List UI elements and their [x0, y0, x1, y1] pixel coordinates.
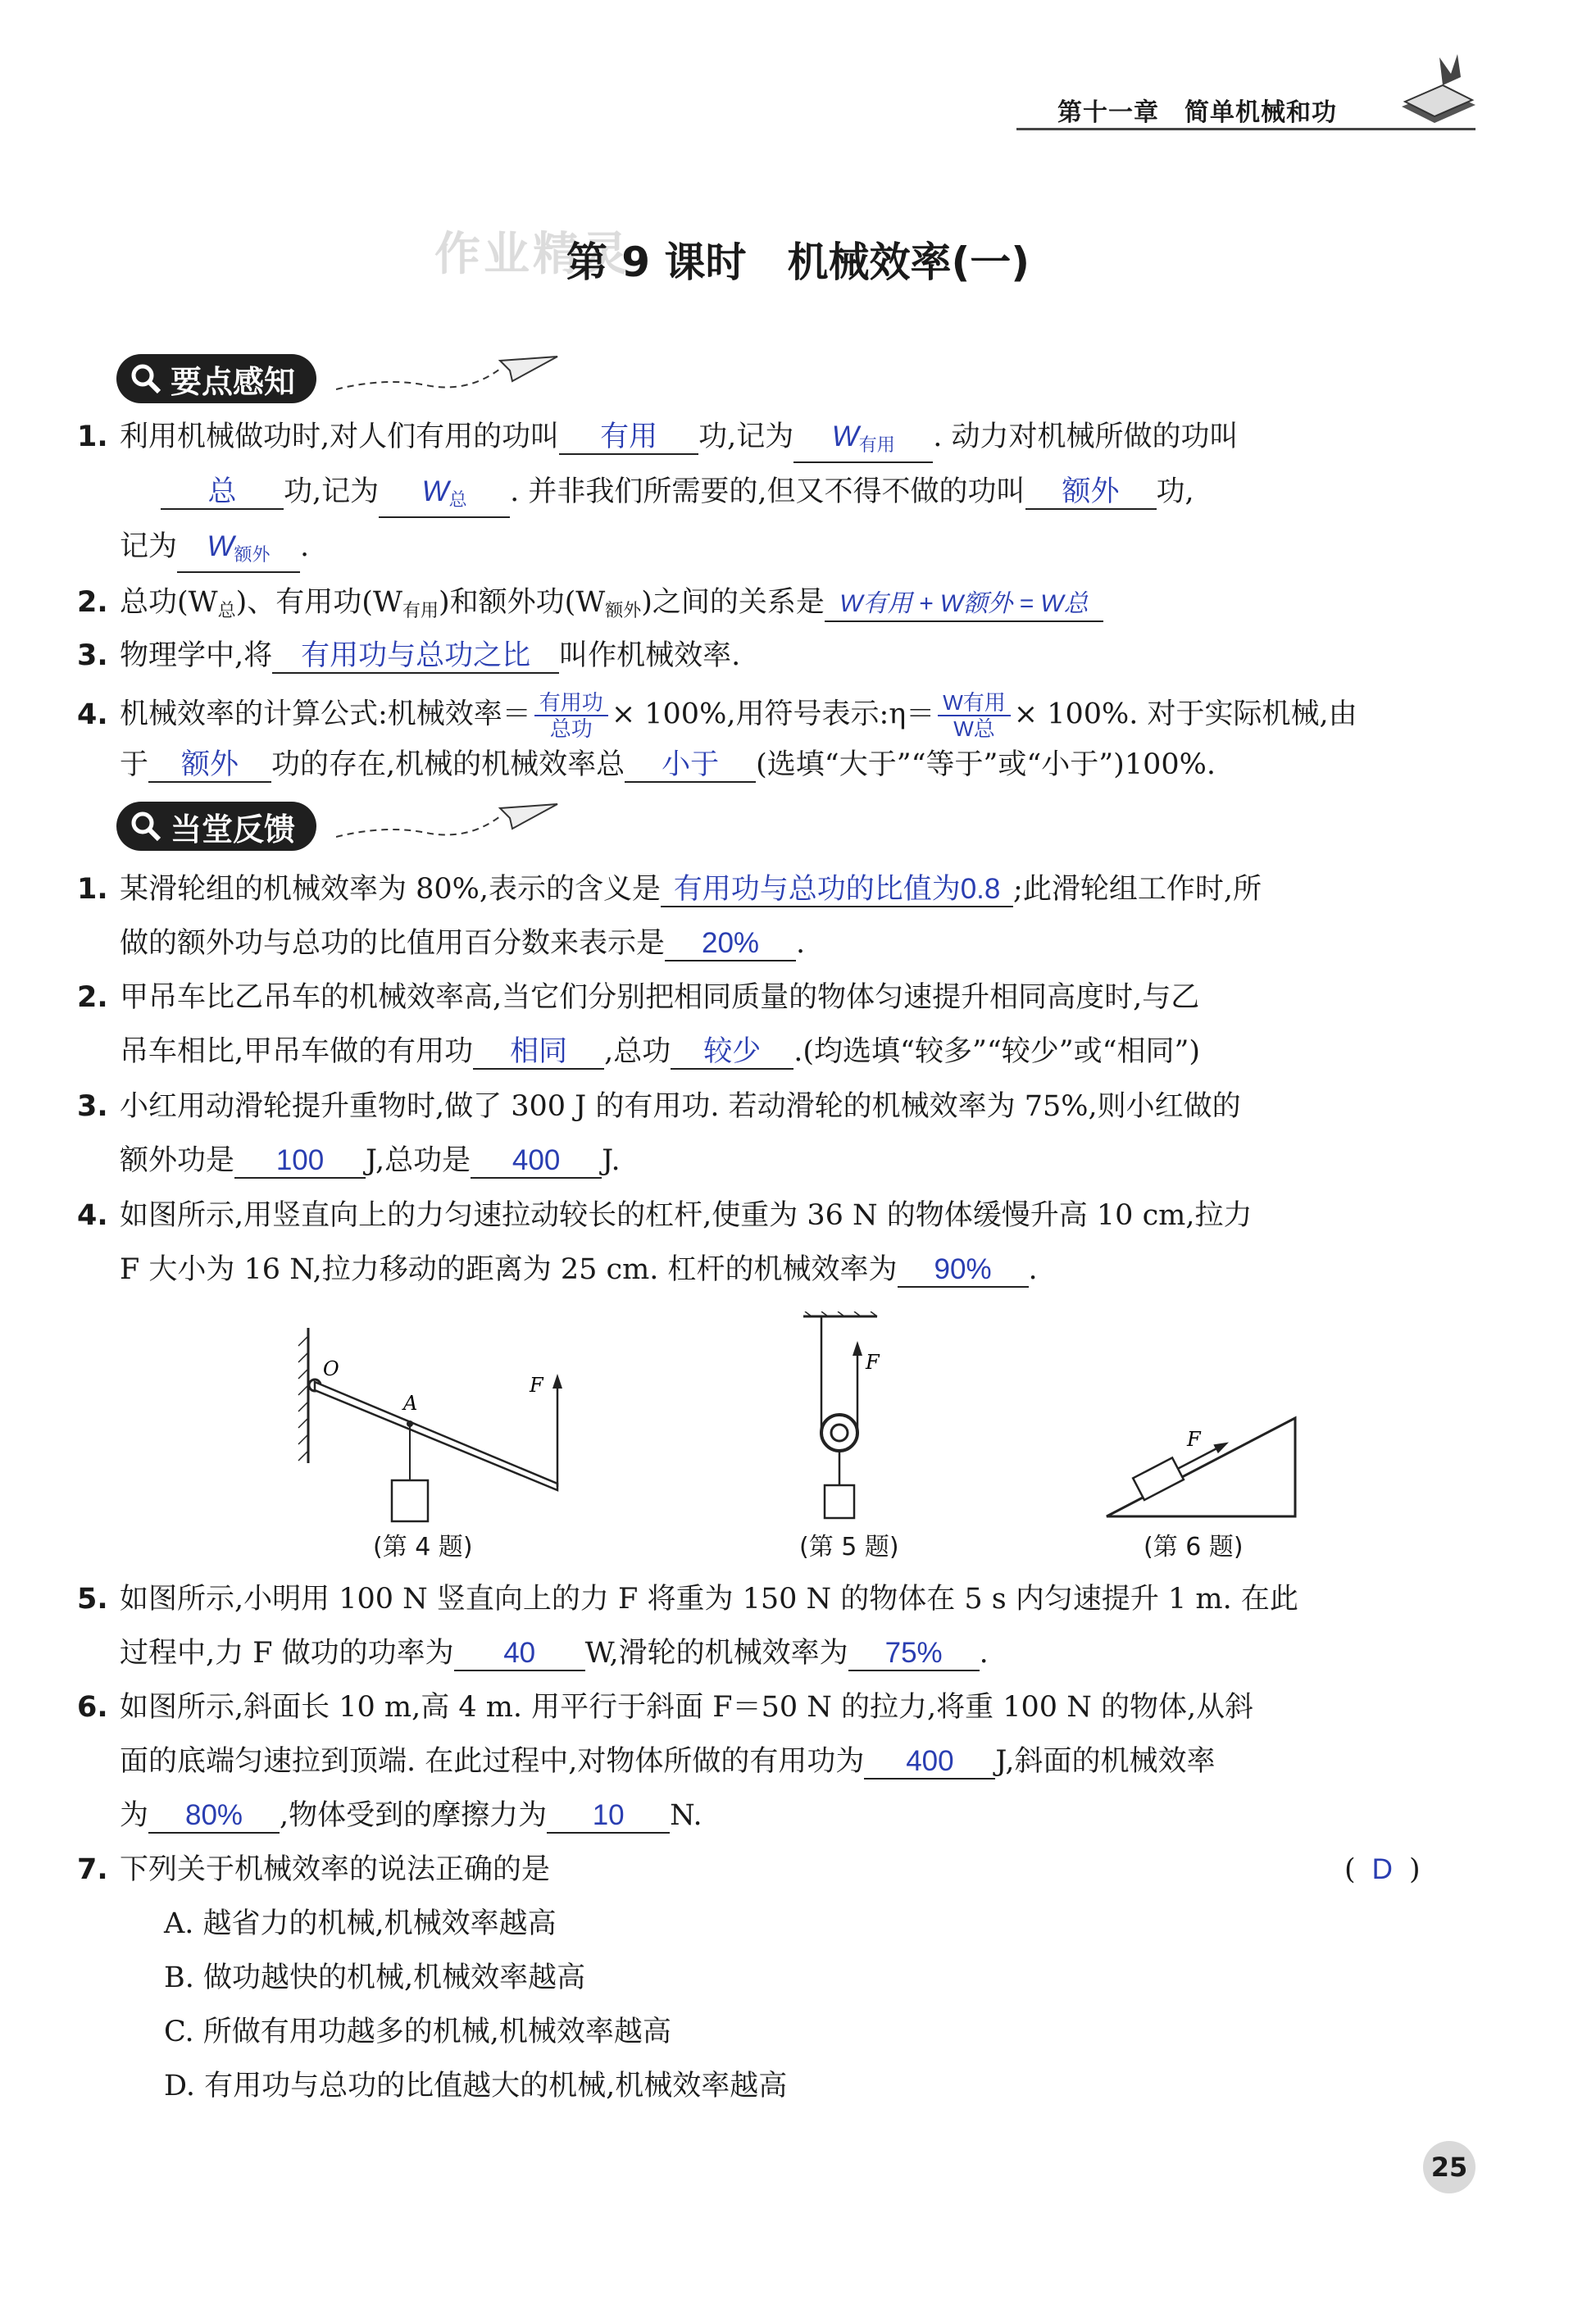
question-number: 3.: [77, 639, 108, 672]
question-text: )之间的关系是: [641, 586, 825, 619]
subscript: 总: [217, 601, 236, 621]
answer-text: W: [831, 420, 859, 452]
label-f: F: [1187, 1428, 1201, 1451]
question-2-6: [77, 1687, 1448, 1728]
question-text: 功,记为: [698, 420, 794, 453]
answer-blank[interactable]: 75%: [848, 1637, 980, 1671]
question-text: )和额外功(W: [438, 586, 606, 619]
answer-subscript: 总: [448, 489, 467, 510]
question-2-3-cont: [120, 1140, 1448, 1181]
question-1-3: [77, 635, 1448, 676]
question-1-1-cont: [120, 471, 1448, 518]
choice-answer-box[interactable]: [1344, 1849, 1421, 1890]
question-text: 小红用动滑轮提升重物时,做了 300 J 的有用功. 若动滑轮的机械效率为 75%,则小红做的: [120, 1090, 1241, 1123]
label-f: F: [866, 1351, 880, 1374]
section-tag-feedback: [116, 802, 316, 851]
section-tag-key-points: [116, 354, 316, 403]
question-2-3: [77, 1086, 1448, 1127]
question-text: 功,记为: [284, 475, 380, 508]
question-2-1: [77, 869, 1448, 910]
answer-blank[interactable]: 400: [864, 1745, 995, 1780]
question-text: × 100%. 对于实际机械,由: [1013, 698, 1357, 731]
lever-figure: [295, 1320, 574, 1525]
paper-plane-icon: [336, 792, 566, 849]
question-text: ,物体受到的摩擦力为: [280, 1799, 548, 1832]
section-title: 当堂反馈: [171, 811, 296, 848]
question-text: J,总功是: [366, 1144, 471, 1177]
question-text: (选填“大于”“等于”或“小于”)100%.: [756, 748, 1216, 781]
answer-blank[interactable]: 100: [234, 1144, 366, 1179]
question-number: 1.: [77, 420, 108, 453]
answer-blank[interactable]: 有用: [559, 420, 698, 455]
question-text: 功,: [1156, 475, 1194, 508]
question-1-1-cont2: [120, 526, 1448, 573]
section-title: 要点感知: [171, 363, 296, 400]
question-2-5-cont: [120, 1633, 1448, 1674]
question-1-1: [77, 416, 1448, 463]
question-2-4-cont: [120, 1249, 1448, 1290]
question-text: J.: [602, 1144, 621, 1177]
watermark: 作业精灵: [434, 228, 631, 281]
question-text: 记为: [120, 530, 178, 563]
question-text: J,斜面的机械效率: [995, 1745, 1216, 1778]
answer-text: W: [421, 475, 449, 507]
question-number: 7.: [77, 1853, 108, 1886]
figure-caption-6: (第 6 题): [1144, 1533, 1244, 1561]
question-text: 甲吊车比乙吊车的机械效率高,当它们分别把相同质量的物体匀速提升相同高度时,与乙: [120, 981, 1200, 1014]
answer-blank[interactable]: 相同: [473, 1035, 604, 1070]
incline-figure: [1098, 1410, 1312, 1525]
magnifier-icon: [130, 810, 162, 843]
page-title: 第 9 课时 机械效率(一): [566, 239, 1030, 286]
question-2-7: [77, 1849, 1448, 1890]
fraction-denominator: 总功: [549, 716, 593, 741]
question-text: 如图所示,用竖直向上的力匀速拉动较长的杠杆,使重为 36 N 的物体缓慢升高 10 cm,拉力: [120, 1199, 1253, 1232]
label-a: A: [403, 1392, 418, 1415]
question-number: 2.: [77, 981, 108, 1014]
choice-answer: D: [1371, 1853, 1393, 1885]
question-text: 机械效率的计算公式:机械效率＝: [120, 698, 531, 731]
question-1-4: [77, 690, 1448, 741]
fraction-denominator: W总: [953, 716, 995, 741]
question-text: 总功(W: [120, 586, 218, 619]
answer-blank[interactable]: 10: [547, 1799, 670, 1834]
question-1-2: [77, 582, 1448, 632]
question-number: 6.: [77, 1691, 108, 1724]
question-text: 于: [120, 748, 149, 781]
question-2-2-cont: [120, 1031, 1448, 1072]
figure-caption-4: (第 4 题): [373, 1533, 473, 1561]
question-text: 如图所示,小明用 100 N 竖直向上的力 F 将重为 150 N 的物体在 5 s 内匀速提升 1 m. 在此: [120, 1583, 1298, 1616]
book-icon: [1394, 49, 1484, 131]
question-text: 为: [120, 1799, 149, 1832]
question-text: 吊车相比,甲吊车做的有用功: [120, 1035, 474, 1068]
question-1-4-cont: [120, 744, 1448, 785]
label-o: O: [323, 1357, 339, 1380]
question-text: . 并非我们所需要的,但又不得不做的功叫: [510, 475, 1025, 508]
figure-caption-5: (第 5 题): [799, 1533, 899, 1561]
option-b: B. 做功越快的机械,机械效率越高: [164, 1961, 586, 1994]
fraction-numerator: W有用: [938, 690, 1011, 716]
question-text: .(均选填“较多”“较少”或“相同”): [793, 1035, 1201, 1068]
answer-blank[interactable]: 小于: [625, 748, 756, 783]
fraction-numerator: 有用功: [534, 690, 608, 716]
question-text: × 100%,用符号表示:η＝: [611, 698, 935, 731]
answer-blank[interactable]: 有用功与总功的比值为0.8: [661, 873, 1013, 907]
question-text: N.: [670, 1799, 703, 1832]
answer-subscript: 有用: [858, 434, 895, 455]
subscript: 额外: [605, 601, 642, 621]
question-2-6-cont2: [120, 1795, 1448, 1836]
answer-blank[interactable]: 额外: [148, 748, 271, 783]
magnifier-icon: [130, 362, 162, 395]
pulley-figure: [787, 1311, 918, 1525]
question-2-4: [77, 1195, 1448, 1236]
answer-blank[interactable]: 较少: [671, 1035, 793, 1070]
question-2-6-cont: [120, 1741, 1448, 1782]
question-number: 5.: [77, 1583, 108, 1616]
answer-blank[interactable]: W有用 + W额外 = W总: [825, 588, 1103, 622]
paper-plane-icon: [336, 344, 566, 402]
question-number: 4.: [77, 1199, 108, 1232]
answer-blank[interactable]: 20%: [665, 927, 796, 961]
answer-blank[interactable]: 40: [454, 1637, 585, 1671]
question-text: .: [796, 927, 806, 960]
answer-blank[interactable]: [177, 530, 300, 573]
question-2-1-cont: [120, 923, 1448, 964]
page-number: 25: [1423, 2141, 1476, 2193]
paren-right: ): [1408, 1853, 1421, 1886]
question-text: .: [300, 530, 310, 563]
question-number: 3.: [77, 1090, 108, 1123]
question-text: 额外功是: [120, 1144, 235, 1177]
question-text: 叫作机械效率.: [559, 639, 741, 672]
question-text: ,总功: [604, 1035, 671, 1068]
question-2-5: [77, 1579, 1448, 1620]
question-text: .: [1028, 1253, 1038, 1286]
question-text: )、有用功(W: [235, 586, 402, 619]
question-text: 如图所示,斜面长 10 m,高 4 m. 用平行于斜面 F＝50 N 的拉力,将重 100 N 的物体,从斜: [120, 1691, 1254, 1724]
subscript: 有用: [402, 601, 439, 621]
question-text: . 动力对机械所做的功叫: [933, 420, 1239, 453]
question-text: 利用机械做功时,对人们有用的功叫: [120, 420, 560, 453]
formula-fraction: [534, 690, 608, 741]
answer-subscript: 额外: [234, 544, 271, 565]
question-text: 功的存在,机械的机械效率总: [271, 748, 625, 781]
question-2-2: [77, 977, 1448, 1018]
question-number: 2.: [77, 586, 108, 619]
option-d: D. 有用功与总功的比值越大的机械,机械效率越高: [164, 2070, 788, 2102]
answer-blank[interactable]: 额外: [1025, 475, 1157, 510]
question-text: F 大小为 16 N,拉力移动的距离为 25 cm. 杠杆的机械效率为: [120, 1253, 898, 1286]
question-text: 某滑轮组的机械效率为 80%,表示的含义是: [120, 873, 662, 906]
answer-blank[interactable]: 总: [161, 475, 284, 510]
question-number: 1.: [77, 873, 108, 906]
option-c: C. 所做有用功越多的机械,机械效率越高: [164, 2016, 671, 2048]
option-a: A. 越省力的机械,机械效率越高: [164, 1907, 557, 1940]
answer-text: W: [207, 530, 234, 562]
question-number: 4.: [77, 698, 108, 731]
answer-blank[interactable]: 90%: [898, 1253, 1029, 1288]
label-f: F: [530, 1374, 543, 1397]
question-text: 下列关于机械效率的说法正确的是: [120, 1853, 551, 1886]
question-text: 面的底端匀速拉到顶端. 在此过程中,对物体所做的有用功为: [120, 1745, 865, 1778]
question-text: W,滑轮的机械效率为: [584, 1637, 848, 1670]
answer-blank[interactable]: [793, 420, 933, 463]
paren-left: (: [1344, 1853, 1356, 1886]
answer-blank[interactable]: 80%: [148, 1799, 280, 1834]
chapter-header: 第十一章 简单机械和功: [1057, 98, 1337, 127]
answer-blank[interactable]: 有用功与总功之比: [272, 639, 559, 674]
formula-fraction: [938, 690, 1011, 741]
question-text: 物理学中,将: [120, 639, 273, 672]
answer-blank[interactable]: 400: [471, 1144, 602, 1179]
question-text: ;此滑轮组工作时,所: [1013, 873, 1262, 906]
answer-blank[interactable]: [379, 475, 510, 518]
question-text: 过程中,力 F 做功的功率为: [120, 1637, 454, 1670]
question-text: .: [979, 1637, 989, 1670]
question-text: 做的额外功与总功的比值用百分数来表示是: [120, 927, 666, 960]
